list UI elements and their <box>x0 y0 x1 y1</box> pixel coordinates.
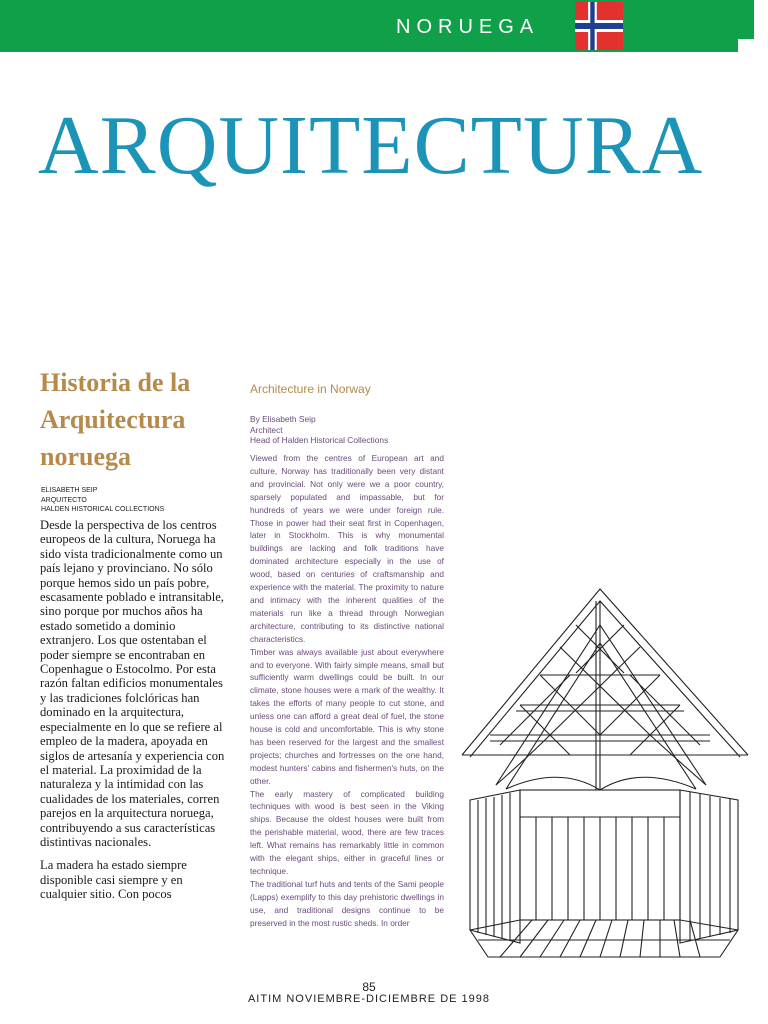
section-title-spanish: Historia de la Arquitectura noruega <box>40 368 191 471</box>
publication-footer: AITIM NOVIEMBRE-DICIEMBRE DE 1998 <box>247 993 491 1005</box>
main-title: ARQUITECTURA <box>38 99 704 192</box>
band-notch <box>738 39 754 53</box>
english-affiliation: Head of Halden Historical Collections <box>250 435 389 446</box>
spanish-body <box>40 518 232 911</box>
timber-house-illustration <box>460 585 750 965</box>
country-label: NORUEGA <box>396 16 540 38</box>
header-band <box>0 0 754 52</box>
english-heading: Architecture in Norway <box>250 382 371 396</box>
spanish-author: ELISABETH SEIP <box>41 487 98 494</box>
spanish-affiliation: HALDEN HISTORICAL COLLECTIONS <box>41 506 165 513</box>
english-byline <box>250 414 450 446</box>
english-paragraph: The early mastery of complicated building techniques with wood is best seen in the Viking ships. Because the oldest houses were built from the perishable material, wood, there are few traces left. What remains has remarkably little in common with the elegant ships, either in graceful lines or technique. <box>250 788 444 876</box>
spanish-role: ARQUITECTO <box>41 496 87 504</box>
english-body <box>250 452 444 930</box>
spanish-paragraph: Desde la perspectiva de los centros europeos de la cultura, Noruega ha sido vista tradicionalmente como un país lejano y provinciano. No sólo porque hemos sido un país pobre, escasamente poblado e intransitable, sino porque por muchos años ha estado sometido a dominio extranjero. Los que ostentaban el poder siempre se encontraban en Copenhague o Estocolmo. Por esta razón faltan edificios monumentales y las tradiciones folclóricas han dominado en la arquitectura, especialmente en lo que se refiere al empleo de la madera, apoyada en siglos de artesanía y experiencia con el material. La proximidad de la naturaleza y la intimidad con las cualidades de los materiales, corren parejos en la arquitectura noruega, contribuyendo a sus características distintivas nacionales. <box>40 518 225 849</box>
spanish-byline <box>41 486 241 515</box>
english-role: Architect <box>250 424 283 435</box>
spanish-paragraph: La madera ha estado siempre disponible casi siempre y en cualquier sitio. Con pocos <box>40 858 187 902</box>
norway-flag-icon <box>575 2 623 50</box>
english-paragraph: Viewed from the centres of European art and culture, Norway has traditionally been very distant and provincial. Not only were we a poor country, sparsely populated and impassable, but for hundreds of years we were under foreign rule. Those in power had their seat first in Copenhagen, later in Stockholm. This is why monumental buildings are lacking and folk traditions have dominated architecture especially in the use of wood, based on centuries of craftsmanship and experience with the material. The proximity to nature and intimacy with the inherent qualities of the materials run like a thread through Norwegian architecture, contributing to its distinctive national characteristics. <box>250 453 444 644</box>
page-number: 85 <box>362 980 376 994</box>
english-paragraph: Timber was always available just about everywhere and to everyone. With fairly simple means, small but sufficiently warm dwellings could be built. In our climate, stone houses were a mark of the wealthy. It takes the efforts of many people to cut stone, and unless one can afford a great deal of fuel, the stone house is cold and uncomfortable. This is why stone has been reserved for the largest and the smallest projects; churches and fortresses on the one hand, modest hunters' cabins and fishermen's huts, on the other. <box>250 646 444 786</box>
english-author: By Elisabeth Seip <box>250 414 316 424</box>
english-paragraph: The traditional turf huts and tents of the Sami people (Lapps) exemplify to this day prehistoric dwellings in use, and traditional designs continue to be preserved in the most rustic sheds. In order <box>250 878 444 928</box>
